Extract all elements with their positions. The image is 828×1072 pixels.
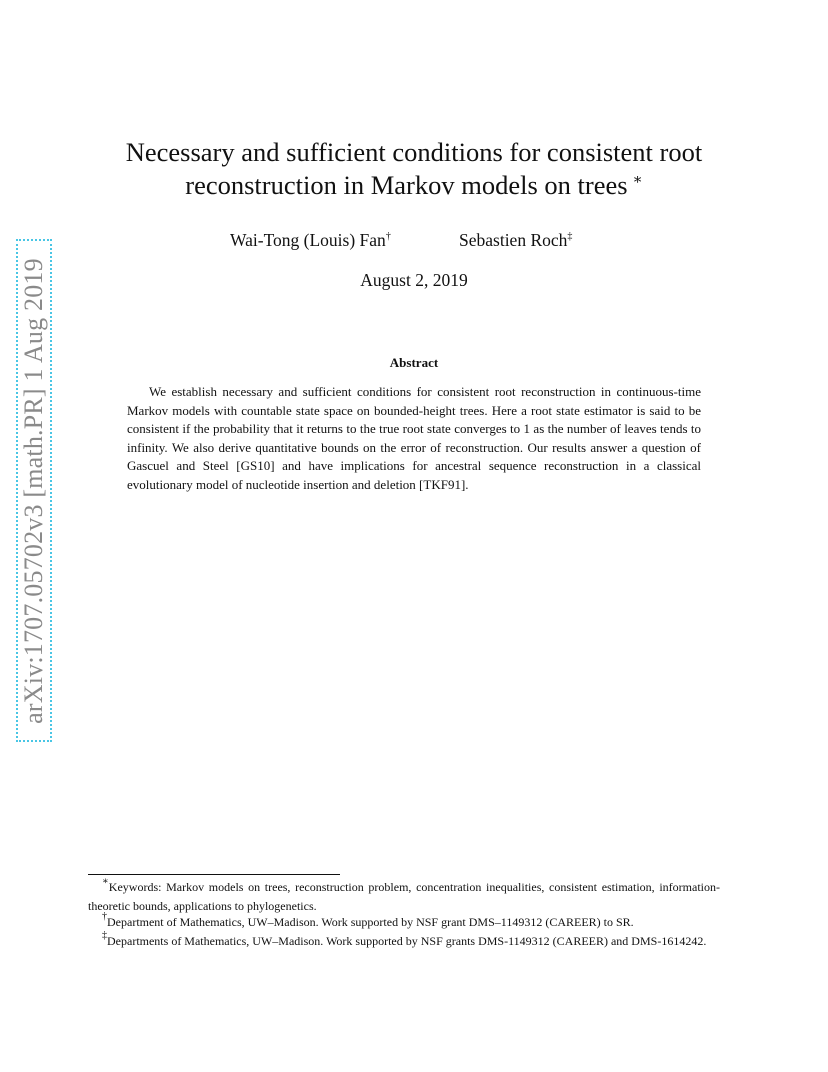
- title-footnote-mark: ∗: [632, 172, 643, 188]
- footnote-text: Departments of Mathematics, UW–Madison. Work supported by NSF grants DMS-1149312 (CAREER) and DMS-1614242.: [107, 933, 707, 948]
- paper-date: August 2, 2019: [360, 270, 468, 290]
- footnotes: [88, 876, 720, 951]
- footnote-mark: ∗: [102, 876, 109, 887]
- title-text: Necessary and sufficient conditions for consistent root reconstruction in Markov models on trees: [125, 137, 703, 200]
- arxiv-identifier: arXiv:1707.05702v3 [math.PR] 1 Aug 2019: [19, 257, 48, 724]
- footnote-text: Department of Mathematics, UW–Madison. Work supported by NSF grant DMS–1149312 (CAREER) to SR.: [107, 915, 634, 929]
- abstract-heading: Abstract: [389, 355, 439, 370]
- footnote-author-1-affiliation: [88, 911, 720, 933]
- author-list: [0, 230, 828, 254]
- author-1: [230, 230, 391, 251]
- paper-title: [60, 136, 768, 207]
- footnote-keywords: [88, 876, 720, 914]
- footnote-text: Keywords: Markov models on trees, reconstruction problem, concentration inequalities, consistent estimation, information-theoretic bounds, applications to phylogenetics.: [88, 880, 720, 913]
- author-footnote-mark: ‡: [567, 231, 573, 242]
- author-2: [459, 230, 572, 251]
- footnote-divider: [88, 874, 340, 875]
- author-name: Wai-Tong (Louis) Fan: [230, 230, 386, 250]
- author-footnote-mark: †: [385, 231, 391, 242]
- footnote-author-2-affiliation: [88, 929, 720, 952]
- footnote-mark: ‡: [102, 929, 107, 941]
- author-name: Sebastien Roch: [459, 230, 568, 250]
- footnote-mark: †: [102, 911, 107, 922]
- arxiv-stamp: [16, 239, 52, 742]
- abstract-body: We establish necessary and sufficient conditions for consistent root reconstruction in continuous-time Markov models with countable state space on bounded-height trees. Here a root state estimator is said to be consistent if the probability that it returns to the true root state converges to 1 as the number of leaves tends to infinity. We also derive quantitative bounds on the error of reconstruction. Our results answer a question of Gascuel and Steel [GS10] and have implications for ancestral sequence reconstruction in a classical evolutionary model of nucleotide insertion and deletion [TKF91].: [127, 384, 701, 492]
